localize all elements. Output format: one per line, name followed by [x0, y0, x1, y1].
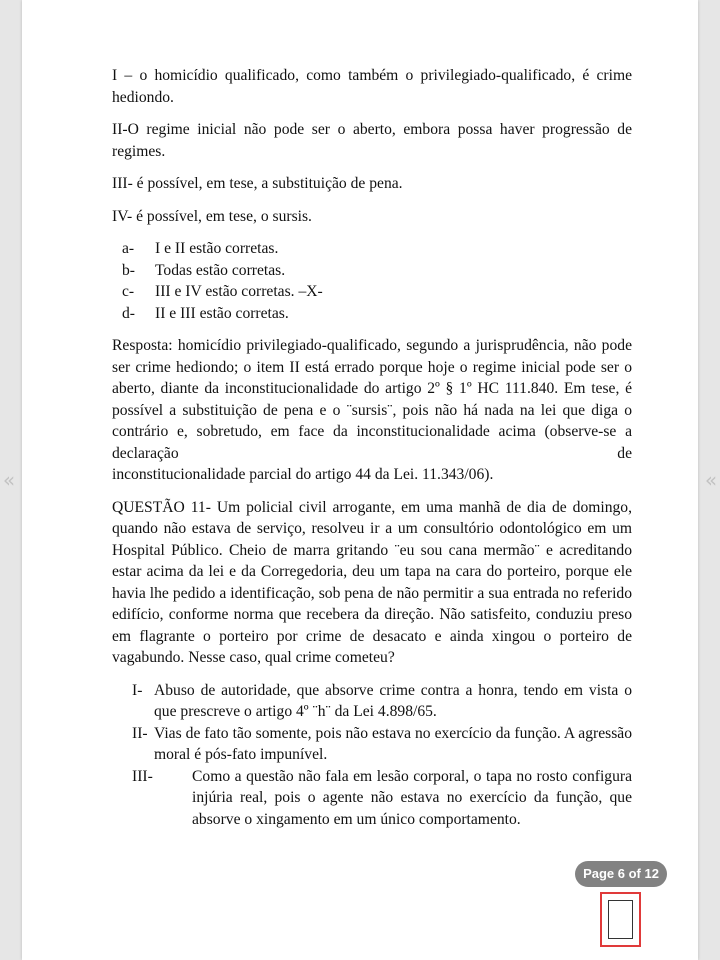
document-page: [22, 0, 698, 960]
option-i: [112, 680, 632, 723]
option-iii: [112, 766, 632, 831]
alternative-text: II e III estão corretas.: [155, 304, 289, 322]
next-page-arrow-icon[interactable]: «: [704, 468, 718, 492]
alternative-mark: d-: [122, 304, 135, 322]
option-text: Abuso de autoridade, que absorve crime contra a honra, tendo em vista o que prescreve o artigo 4º ¨h¨ da Lei 4.898/65.: [154, 681, 632, 720]
options-list: [112, 680, 632, 831]
answer-paragraph-end: inconstitucionalidade parcial do artigo 44 da Lei. 11.343/06).: [112, 466, 494, 483]
option-mark: I-: [132, 681, 143, 699]
alternative-d: [112, 303, 632, 325]
alternative-mark: a-: [122, 240, 135, 257]
option-mark: III-: [132, 767, 153, 785]
option-text: Como a questão não fala em lesão corporal, o tapa no rosto configura injúria real, pois o agente não estava no exercício da função, que absorve o xingamento em um único comportamento.: [192, 767, 632, 828]
alternatives-list: [112, 238, 632, 324]
page-thumbnail[interactable]: [600, 892, 641, 947]
option-ii: [112, 723, 632, 766]
page-indicator: Page 6 of 12: [575, 861, 667, 887]
option-text: Vias de fato tão somente, pois não estava no exercício da função. A agressão moral é pós-fato impunível.: [154, 724, 632, 763]
statement-3: III- é possível, em tese, a substituição de pena.: [112, 175, 403, 192]
alternative-mark: b-: [122, 261, 135, 279]
alternative-b: [112, 260, 632, 282]
statement-4: IV- é possível, em tese, o sursis.: [112, 207, 312, 225]
statement-2: II-O regime inicial não pode ser o aberto, embora possa haver progressão de regimes.: [112, 121, 632, 160]
alternative-text: I e II estão corretas.: [155, 240, 279, 257]
statement-1: I – o homicídio qualificado, como também o privilegiado-qualificado, é crime hediondo.: [112, 67, 632, 106]
answer-paragraph: Resposta: homicídio privilegiado-qualificado, segundo a jurisprudência, não pode ser crime hediondo; o item II está errado porque hoje o regime inicial pode ser o aberto, diante da inconstitucionalidade do artigo 2º § 1º HC 111.840. Em tese, é possível a substituição de pena e o ¨sursis¨, pois não há nada na lei que diga o contrário e, sobretudo, em face da inconstitucionalidade acima (observe-se a declaração de: [112, 337, 632, 462]
alternative-mark: c-: [122, 283, 135, 300]
alternative-a: [112, 238, 632, 260]
alternative-text: III e IV estão corretas. –X-: [155, 283, 323, 300]
alternative-text: Todas estão corretas.: [155, 261, 286, 279]
page-thumbnail-icon: [608, 900, 633, 939]
previous-page-arrow-icon[interactable]: «: [2, 468, 16, 492]
question-11: QUESTÃO 11- Um policial civil arrogante, em uma manhã de dia de domingo, quando não estava de serviço, resolveu ir a um consultório odontológico em um Hospital Público. Cheio de marra gritando ¨eu sou cana mermão¨ e acreditando estar acima da lei e da Corregedoria, deu um tapa na cara do porteiro, porque ele havia lhe pedido a identificação, sob pena de não permitir a sua entrada no referido edifício, conforme norma que recebera da direção. Não satisfeito, conduziu preso em flagrante o porteiro por crime de desacato e ainda xingou o porteiro de vagabundo. Nesse caso, qual crime cometeu?: [112, 498, 632, 666]
page-content: [112, 65, 632, 841]
alternative-c: [112, 281, 632, 303]
option-mark: II-: [132, 724, 148, 742]
